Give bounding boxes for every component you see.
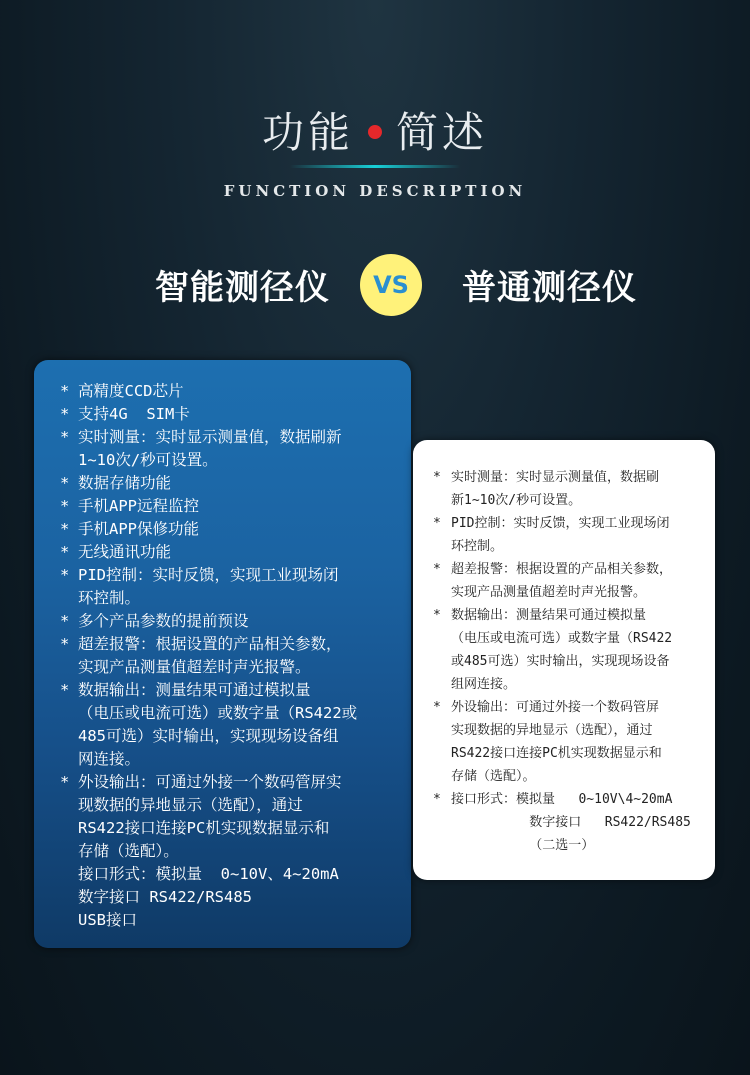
feature-line: 数据存储功能 [78, 474, 172, 492]
feature-item [60, 518, 397, 541]
feature-item [60, 771, 397, 932]
feature-item [60, 633, 397, 679]
bullet-icon: * [433, 608, 441, 623]
feature-line: （电压或电流可选）或数字量（RS422或 [78, 704, 358, 722]
feature-line: PID控制：实时反馈，实现工业现场闭 [451, 516, 670, 531]
feature-line: 1~10次/秒可设置。 [78, 451, 218, 469]
bullet-icon: * [60, 474, 70, 492]
feature-line: 实现产品测量值超差时声光报警。 [78, 658, 311, 676]
ordinary-gauge-label: 普通测径仪 [462, 268, 637, 308]
feature-item [60, 403, 397, 426]
feature-line: 数据输出：测量结果可通过模拟量 [451, 608, 647, 623]
feature-line: 网连接。 [78, 750, 141, 768]
ordinary-features-card [413, 440, 715, 880]
feature-line: 环控制。 [451, 539, 504, 554]
feature-line: 超差报警：根据设置的产品相关参数， [78, 635, 342, 653]
feature-item [60, 541, 397, 564]
feature-line: 高精度CCD芯片 [78, 382, 184, 400]
feature-line: 485可选）实时输出，实现现场设备组 [78, 727, 339, 745]
red-dot-icon [368, 125, 382, 139]
feature-line: 无线通讯功能 [78, 543, 172, 561]
feature-line: 实时测量：实时显示测量值，数据刷 [451, 470, 660, 485]
bullet-icon: * [60, 520, 70, 538]
feature-line: 超差报警：根据设置的产品相关参数， [451, 562, 673, 577]
feature-line: 支持4G SIM卡 [78, 405, 190, 423]
feature-line: 现数据的异地显示（选配），通过 [78, 796, 303, 814]
feature-line: 存储（选配）。 [451, 769, 536, 784]
feature-line: 或485可选）实时输出，实现现场设备 [451, 654, 670, 669]
feature-item [433, 466, 705, 512]
feature-line: 实现产品测量值超差时声光报警。 [451, 585, 647, 600]
feature-item [60, 380, 397, 403]
feature-line: 手机APP远程监控 [78, 497, 199, 515]
feature-line: 外设输出：可通过外接一个数码管屏 [451, 700, 660, 715]
feature-line: 组网连接。 [451, 677, 517, 692]
feature-item [60, 564, 397, 610]
feature-line: 数字接口 RS422/RS485 [78, 888, 252, 906]
bullet-icon: * [60, 635, 70, 653]
bullet-icon: * [60, 773, 70, 791]
title-left: 功能 [261, 108, 354, 157]
feature-line: （二选一） [451, 838, 595, 853]
smart-gauge-label: 智能测径仪 [155, 268, 330, 308]
feature-line: 数字接口 RS422/RS485 [451, 815, 691, 830]
smart-features-card [34, 360, 411, 948]
bullet-icon: * [60, 497, 70, 515]
feature-line: RS422接口连接PC机实现数据显示和 [78, 819, 330, 837]
feature-line: 接口形式：模拟量 0~10V\4~20mA [451, 792, 673, 807]
page-title [0, 100, 750, 160]
feature-item [60, 426, 397, 472]
bullet-icon: * [60, 428, 70, 446]
bullet-icon: * [433, 516, 441, 531]
vs-badge: VS [360, 254, 422, 316]
feature-item [433, 558, 705, 604]
feature-line: 实时测量：实时显示测量值，数据刷新 [78, 428, 342, 446]
bullet-icon: * [433, 700, 441, 715]
feature-line: 新1~10次/秒可设置。 [451, 493, 582, 508]
bullet-icon: * [433, 562, 441, 577]
bullet-icon: * [433, 792, 441, 807]
feature-item [433, 512, 705, 558]
feature-item [433, 696, 705, 788]
title-right: 简述 [396, 108, 489, 157]
feature-item [60, 610, 397, 633]
feature-item [60, 495, 397, 518]
bullet-icon: * [433, 470, 441, 485]
feature-line: 环控制。 [78, 589, 141, 607]
bullet-icon: * [60, 382, 70, 400]
bullet-icon: * [60, 405, 70, 423]
bullet-icon: * [60, 612, 70, 630]
feature-line: 存储（选配）。 [78, 842, 179, 860]
feature-line: PID控制：实时反馈，实现工业现场闭 [78, 566, 339, 584]
bullet-icon: * [60, 566, 70, 584]
bullet-icon: * [60, 543, 70, 561]
feature-line: 手机APP保修功能 [78, 520, 199, 538]
feature-line: RS422接口连接PC机实现数据显示和 [451, 746, 662, 761]
feature-line: （电压或电流可选）或数字量（RS422 [451, 631, 673, 646]
subtitle: FUNCTION DESCRIPTION [223, 182, 527, 200]
feature-line: USB接口 [78, 911, 137, 929]
feature-item [60, 679, 397, 771]
feature-line: 实现数据的异地显示（选配），通过 [451, 723, 653, 738]
feature-line: 数据输出：测量结果可通过模拟量 [78, 681, 311, 699]
feature-line: 接口形式：模拟量 0~10V、4~20mA [78, 865, 339, 883]
feature-item [433, 788, 705, 857]
feature-line: 多个产品参数的提前预设 [78, 612, 249, 630]
feature-item [433, 604, 705, 696]
bullet-icon: * [60, 681, 70, 699]
feature-item [60, 472, 397, 495]
title-underline [290, 165, 460, 168]
feature-line: 外设输出：可通过外接一个数码管屏实 [78, 773, 342, 791]
